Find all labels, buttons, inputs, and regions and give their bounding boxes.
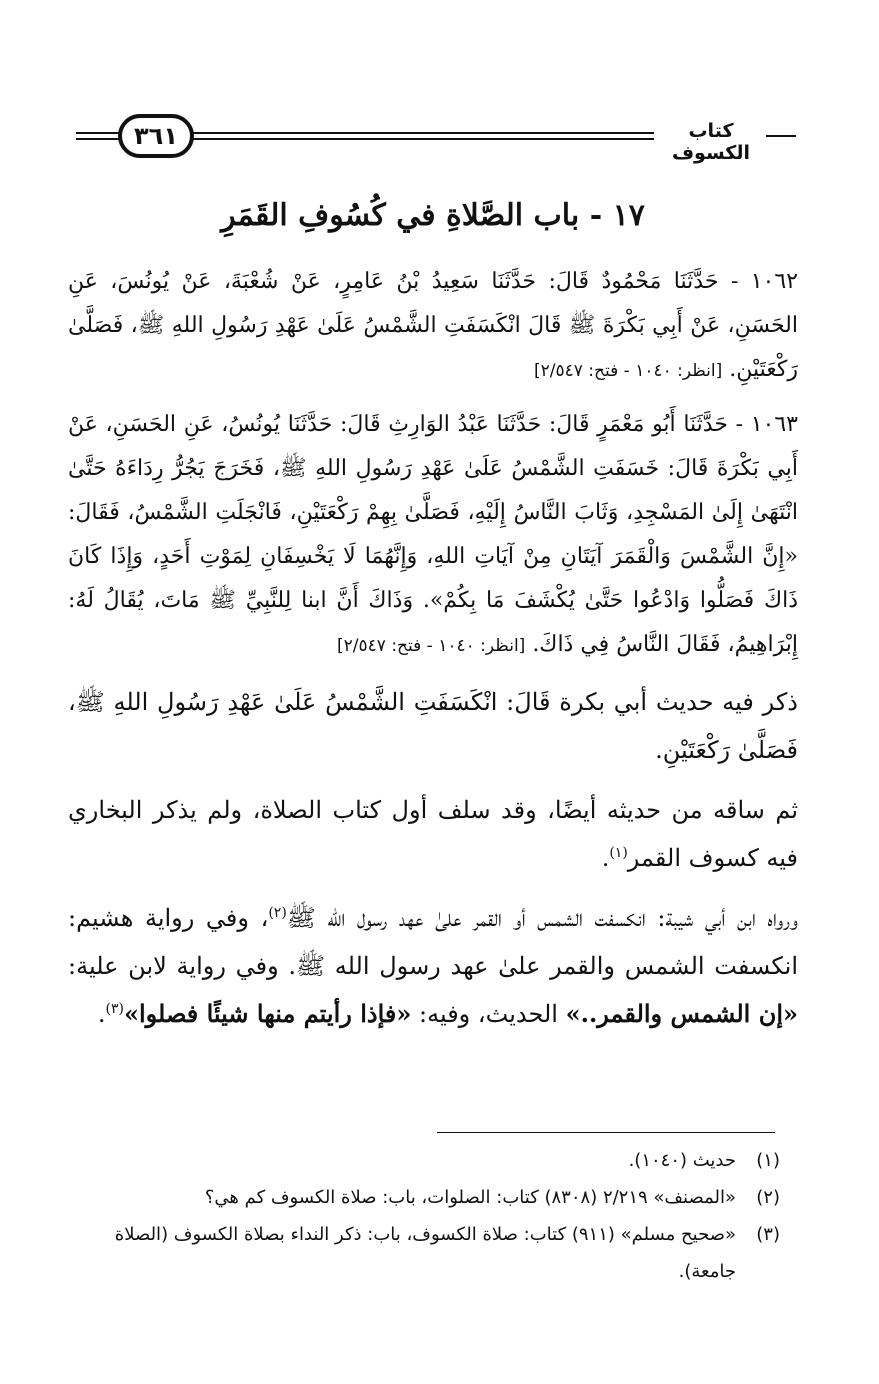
page-header: [66, 108, 796, 168]
header-rule: [184, 132, 654, 134]
commentary-text: ، وفي رواية هشيم: انكسفت الشمس والقمر علىٰ عهد رسول الله ﷺ. وفي رواية لابن علية:: [68, 904, 798, 980]
hadith-1063: [68, 403, 798, 668]
footnote-marker: (٣): [105, 1001, 124, 1017]
commentary-text: الحديث، وفيه:: [419, 1000, 558, 1028]
hadith-reference: [انظر: ١٠٤٠ - فتح: ٢/٥٤٧]: [533, 361, 723, 381]
footnote: [60, 1216, 780, 1290]
footnote: [60, 1142, 780, 1179]
quoted-text: «إن الشمس والقمر..»: [565, 999, 798, 1028]
header-rule: [76, 132, 124, 134]
commentary-text: ذكر فيه حديث أبي بكرة قَالَ: انْكَسَفَتِ الشَّمْسُ عَلَىٰ عَهْدِ رَسُولِ اللهِ ﷺ، فَصَلَّىٰ رَكْعَتَيْنِ.: [68, 688, 798, 764]
quoted-text: «فإذا رأيتم منها شيئًا فصلوا»: [123, 999, 412, 1028]
footnote-number: (١): [756, 1150, 780, 1171]
footnote-text: «المصنف» ٢/٢١٩ (٨٣٠٨) كتاب: الصلوات، باب: صلاة الكسوف كم هي؟: [204, 1187, 736, 1208]
footnotes: [60, 1142, 780, 1290]
hadith-text: ١٠٦٢ - حَدَّثَنَا مَحْمُودٌ قَالَ: حَدَّثَنَا سَعِيدُ بْنُ عَامِرٍ، عَنْ شُعْبَةَ، عَنْ يُونُسَ، عَنِ الحَسَنِ، عَنْ أَبِي بَكْرَةَ ﷺ قَالَ انْكَسَفَتِ الشَّمْسُ عَلَىٰ عَهْدِ رَسُولِ اللهِ ﷺ، فَصَلَّىٰ رَكْعَتَيْنِ.: [68, 269, 798, 382]
commentary-text: ثم ساقه من حديثه أيضًا، وقد سلف أول كتاب الصلاة، ولم يذكر البخاري فيه كسوف القمر: [68, 796, 798, 872]
footnote-text: «صحيح مسلم» (٩١١) كتاب: صلاة الكسوف، باب: ذكر النداء بصلاة الكسوف (الصلاة جامعة).: [114, 1224, 736, 1282]
hadith-1062: [68, 260, 798, 393]
footnote-number: (٣): [756, 1224, 780, 1245]
footnote: [60, 1179, 780, 1216]
footnote-marker: (١): [609, 845, 628, 861]
header-rule: [766, 135, 796, 137]
commentary-paragraph: ثم ساقه من حديثه أيضًا، وقد سلف أول كتاب الصلاة، ولم يذكر البخاري فيه كسوف القمر$^{(١)}$.: [68, 796, 798, 872]
header-rule: [76, 138, 124, 140]
commentary-paragraph: [68, 678, 798, 774]
footnote-marker: (٢): [268, 905, 287, 921]
footnote-text: حديث (١٠٤٠).: [628, 1150, 736, 1171]
footnote-separator: [437, 1132, 775, 1133]
commentary-text: ورواه ابن أبي شيبة: انكسفت الشمس أو القمر علىٰ عهد رسول الله ﷺ: [286, 904, 799, 932]
footnote-number: (٢): [756, 1187, 780, 1208]
main-text: [68, 190, 798, 1050]
hadith-reference: [انظر: ١٠٤٠ - فتح: ٢/٥٤٧]: [337, 636, 526, 656]
chapter-heading: ١٧ - باب الصَّلاةِ في كُسُوفِ القَمَرِ: [221, 198, 645, 233]
hadith-text: ١٠٦٣ - حَدَّثَنَا أَبُو مَعْمَرٍ قَالَ: حَدَّثَنَا عَبْدُ الوَارِثِ قَالَ: حَدَّثَنَا يُونُسُ، عَنِ الحَسَنِ، عَنْ أَبِي بَكْرَةَ قَالَ: خَسَفَتِ الشَّمْسُ عَلَىٰ عَهْدِ رَسُولِ اللهِ ﷺ، فَخَرَجَ يَجُرُّ رِدَاءَهُ حَتَّىٰ انْتَهَىٰ إِلَىٰ المَسْجِدِ، وَثَابَ النَّاسُ إِلَيْهِ، فَصَلَّىٰ بِهِمْ رَكْعَتَيْنِ، فَانْجَلَتِ الشَّمْسُ، فَقَالَ: «إِنَّ الشَّمْسَ وَالْقَمَرَ آيَتَانِ مِنْ آيَاتِ اللهِ، وَإِنَّهُمَا لَا يَخْسِفَانِ لِمَوْتِ أَحَدٍ، وَإِذَا كَانَ ذَاكَ فَصَلُّوا وَادْعُوا حَتَّىٰ يُكْشَفَ مَا بِكُمْ». وَذَاكَ أَنَّ ابنا لِلنَّبِيِّ ﷺ مَاتَ، يُقَالُ لَهُ: إِبْرَاهِيمُ، فَقَالَ النَّاسُ فِي ذَاكَ.: [68, 412, 798, 657]
page-number: ٣٦١: [118, 114, 194, 158]
running-title: كتاب الكسوف: [671, 120, 750, 164]
commentary-paragraph: ورواه ابن أبي شيبة: انكسفت الشمس أو القمر علىٰ عهد رسول الله ﷺ$^{(٢)}$، وفي رواية هشيم: انكسفت الشمس والقمر علىٰ عهد رسول الله ﷺ. وفي رواية لابن علية: «إن الشمس والقمر..» الحديث، وفيه: «فإذا رأيتم منها شيئًا فصلوا»$^{(٣)}$.: [68, 904, 799, 1028]
header-rule: [184, 138, 654, 140]
